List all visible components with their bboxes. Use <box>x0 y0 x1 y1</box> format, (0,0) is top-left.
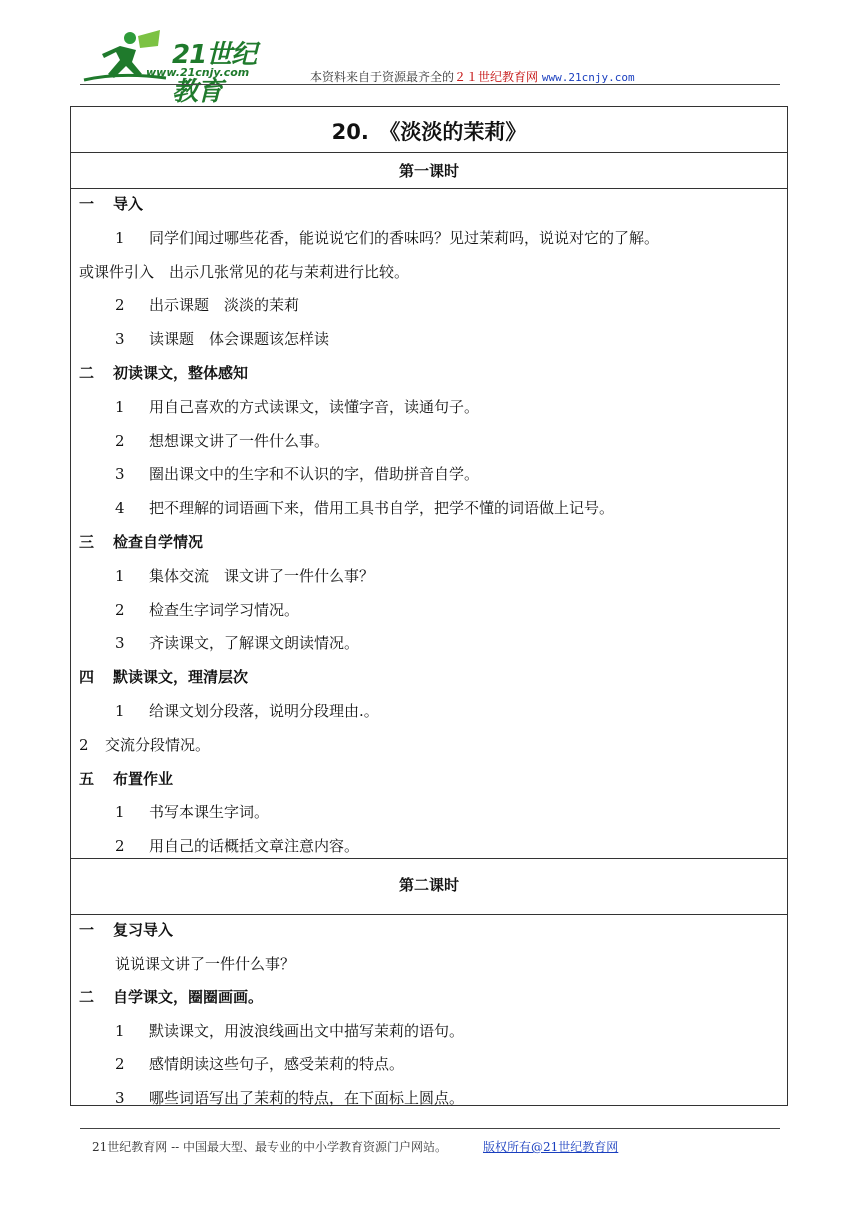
item-number: 2 <box>115 600 125 619</box>
period-2-content <box>71 915 787 1105</box>
header-note-prefix: 本资料来自于资源最齐全的 <box>310 70 455 84</box>
item-text: 书写本课生字词。 <box>149 803 270 822</box>
item-text: 出示课题 淡淡的茉莉 <box>149 296 300 315</box>
lesson-line <box>79 262 409 282</box>
item-text: 哪些词语写出了茉莉的特点，在下面标上圆点。 <box>149 1089 465 1107</box>
item-text: 想想课文讲了一件什么事。 <box>149 431 330 450</box>
page-header <box>80 28 780 107</box>
lesson-line <box>115 295 299 315</box>
lesson-line <box>115 397 479 417</box>
footer-divider <box>80 1128 780 1129</box>
item-number: 一 <box>79 195 95 213</box>
item-text: 自学课文，圈圈画画。 <box>113 988 264 1007</box>
item-text: 交流分段情况。 <box>105 735 211 754</box>
item-number: 二 <box>79 988 95 1007</box>
item-text: 检查生字词学习情况。 <box>149 600 300 619</box>
item-text: 集体交流 课文讲了一件什么事？ <box>149 566 375 585</box>
item-text: 同学们闻过哪些花香，能说说它们的香味吗？见过茉莉吗，说说对它的了解。 <box>149 228 660 247</box>
item-number: 1 <box>115 228 125 247</box>
item-number: 3 <box>115 634 125 653</box>
header-note-site: ２１世纪教育网 <box>454 70 539 84</box>
item-number: 三 <box>79 533 95 551</box>
item-number: 1 <box>115 397 125 416</box>
lesson-line <box>115 329 329 349</box>
item-text: 初读课文，整体感知 <box>113 364 249 382</box>
item-text: 给课文划分段落，说明分段理由.。 <box>149 702 379 720</box>
lesson-line <box>79 735 210 755</box>
section-heading <box>79 532 203 552</box>
section-heading <box>79 920 173 940</box>
item-text: 用自己的话概括文章注意内容。 <box>149 837 360 856</box>
logo-url: www.21cnjy.com <box>146 66 250 79</box>
copyright-link[interactable]: 版权所有@21世纪教育网 <box>483 1140 619 1154</box>
lesson-line <box>115 431 329 451</box>
section-heading <box>79 363 248 383</box>
item-number: 1 <box>115 702 125 720</box>
period-1-heading: 第一课时 <box>71 153 787 189</box>
section-heading <box>79 667 248 687</box>
lesson-line <box>115 600 299 620</box>
footer-text: 21世纪教育网 -- 中国最大型、最专业的中小学教育资源门户网站。 <box>92 1140 448 1154</box>
section-heading <box>79 769 173 789</box>
site-logo[interactable] <box>80 28 280 107</box>
section-heading <box>79 194 143 214</box>
lesson-title: 20. 《淡淡的茉莉》 <box>71 107 787 153</box>
item-number: 四 <box>79 668 95 687</box>
item-text: 把不理解的词语画下来，借用工具书自学，把学不懂的词语做上记号。 <box>149 499 615 518</box>
item-number: 2 <box>115 431 125 450</box>
lesson-line <box>115 633 359 653</box>
item-number: 二 <box>79 364 95 382</box>
item-text: 感情朗读这些句子，感受茉莉的特点。 <box>149 1055 405 1074</box>
header-note <box>310 68 635 85</box>
item-number: 1 <box>115 803 125 822</box>
lesson-line <box>115 701 379 721</box>
lesson-line <box>115 498 614 518</box>
item-number: 1 <box>115 1021 125 1040</box>
header-divider <box>80 84 780 85</box>
item-text: 复习导入 <box>113 921 174 939</box>
item-number: 2 <box>115 296 125 315</box>
item-number: 一 <box>79 921 95 939</box>
item-number: 2 <box>79 735 89 754</box>
logo-text: 21世纪教育 <box>172 40 257 107</box>
lesson-line <box>115 1054 404 1074</box>
item-number: 五 <box>79 769 95 788</box>
item-text: 或课件引入 出示几张常见的花与茉莉进行比较。 <box>79 262 410 281</box>
page-footer <box>92 1138 618 1155</box>
lesson-table <box>70 106 788 1106</box>
item-number: 4 <box>115 499 125 518</box>
item-text: 齐读课文，了解课文朗读情况。 <box>149 634 360 653</box>
item-number: 3 <box>115 465 125 484</box>
item-text: 读课题 体会课题该怎样读 <box>149 330 330 349</box>
lesson-line <box>115 836 359 856</box>
lesson-line <box>115 566 374 586</box>
item-text: 用自己喜欢的方式读课文，读懂字音，读通句子。 <box>149 397 480 416</box>
item-number: 2 <box>115 837 125 856</box>
item-text: 默读课文，理清层次 <box>113 668 249 687</box>
lesson-line <box>115 1021 464 1041</box>
section-heading <box>79 987 263 1007</box>
item-text: 圈出课文中的生字和不认识的字，借助拼音自学。 <box>149 465 480 484</box>
item-number: 2 <box>115 1055 125 1074</box>
lesson-line <box>115 802 269 822</box>
item-text: 检查自学情况 <box>113 533 204 551</box>
item-text: 导入 <box>113 195 144 213</box>
header-note-url[interactable]: www.21cnjy.com <box>541 71 635 84</box>
lesson-line <box>115 1088 464 1108</box>
period-2-heading: 第二课时 <box>71 859 787 915</box>
period-1-content <box>71 189 787 859</box>
item-number: 3 <box>115 1089 125 1107</box>
item-number: 3 <box>115 330 125 349</box>
lesson-line <box>115 954 295 974</box>
lesson-line <box>115 464 479 484</box>
item-text: 布置作业 <box>113 769 174 788</box>
item-text: 默读课文，用波浪线画出文中描写茉莉的语句。 <box>149 1021 465 1040</box>
lesson-line <box>115 228 659 248</box>
item-number: 1 <box>115 566 125 585</box>
item-text: 说说课文讲了一件什么事？ <box>115 954 296 973</box>
